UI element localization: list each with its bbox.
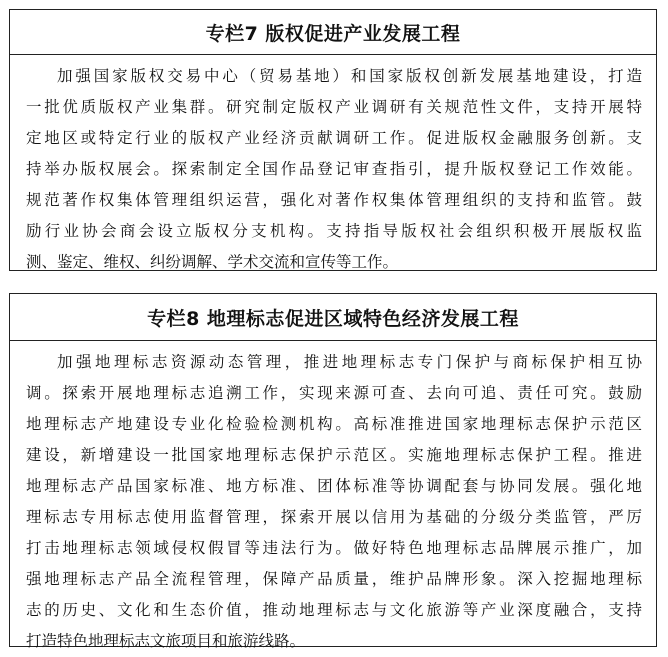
box-column-8 [9,293,657,650]
box-7-line-3: 定地区或特定行业的版权产业经济贡献调研工作。促进版权金融服务创新。支 [26,129,642,147]
box-8-line-5: 地理标志产品国家标准、地方标准、团体标准等协调配套与协同发展。强化地 [26,477,642,495]
box-7-line-6: 励行业协会商会设立版权分支机构。支持指导版权社会组织积极开展版权监 [26,222,642,240]
box-8-line-2: 调。探索开展地理标志追溯工作，实现来源可查、去向可追、责任可究。鼓励 [26,384,642,402]
box-8-line-10: 打造特色地理标志文旅项目和旅游线路。 [26,632,306,650]
box-7-line-4: 持举办版权展会。探索制定全国作品登记审查指引，提升版权登记工作效能。 [26,160,642,178]
box-7-title: 专栏7 版权促进产业发展工程 [10,10,656,55]
box-column-7 [9,9,657,271]
box-8-line-4: 建设，新增建设一批国家地理标志保护示范区。实施地理标志保护工程。推进 [26,446,642,464]
box-8-line-3: 地理标志产地建设专业化检验检测机构。高标准推进国家地理标志保护示范区 [26,415,642,433]
box-8-body [10,341,656,657]
box-8-line-6: 理标志专用标志使用监督管理，探索开展以信用为基础的分级分类监管，严厉 [26,508,642,526]
box-7-line-7: 测、鉴定、维权、纠纷调解、学术交流和宣传等工作。 [26,253,399,271]
box-7-line-2: 一批优质版权产业集群。研究制定版权产业调研有关规范性文件，支持开展特 [26,98,642,116]
box-8-line-8: 强地理标志产品全流程管理，保障产品质量，维护品牌形象。深入挖掘地理标 [26,570,642,588]
box-7-body [10,55,656,278]
box-8-line-9: 志的历史、文化和生态价值，推动地理标志与文化旅游等产业深度融合，支持 [26,601,642,619]
box-8-title: 专栏8 地理标志促进区域特色经济发展工程 [10,294,656,341]
box-8-line-7: 打击地理标志领域侵权假冒等违法行为。做好特色地理标志品牌展示推广，加 [26,539,642,557]
box-8-line-1: 加强地理标志资源动态管理，推进地理标志专门保护与商标保护相互协 [57,353,642,371]
box-7-line-5: 规范著作权集体管理组织运营，强化对著作权集体管理组织的支持和监管。鼓 [26,191,642,209]
box-7-line-1: 加强国家版权交易中心（贸易基地）和国家版权创新发展基地建设，打造 [57,67,642,85]
